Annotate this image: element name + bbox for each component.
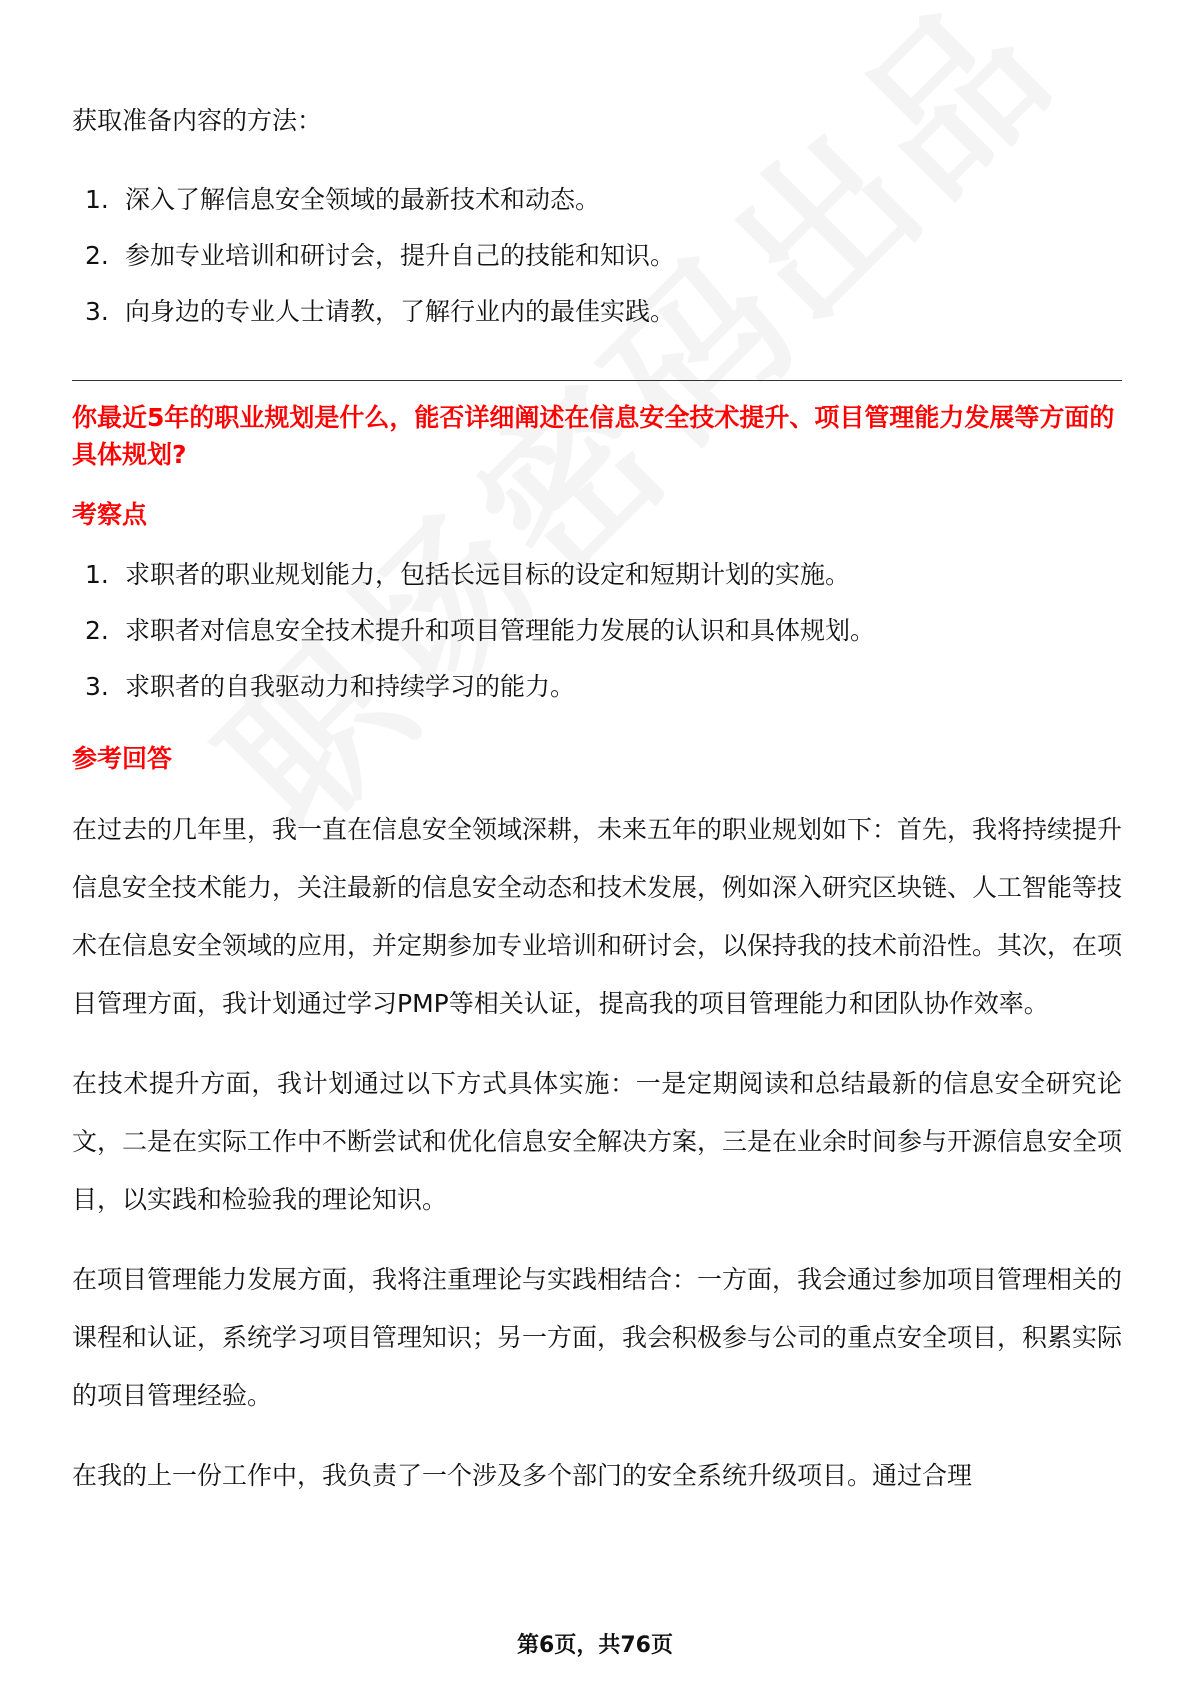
list-number: 3. — [85, 672, 109, 701]
list-number: 1. — [85, 185, 109, 214]
page-content — [72, 92, 1122, 1527]
answer-paragraph: 在过去的几年里，我一直在信息安全领域深耕，未来五年的职业规划如下：首先，我将持续提升信息安全技术能力，关注最新的信息安全动态和技术发展，例如深入研究区块链、人工智能等技术在信息安全领域的应用，并定期参加专业培训和研讨会，以保持我的技术前沿性。其次，在项目管理方面，我计划通过学习PMP等相关认证，提高我的项目管理能力和团队协作效率。 — [72, 815, 1123, 1018]
list-number: 2. — [85, 616, 109, 645]
list-text: 求职者的职业规划能力，包括长远目标的设定和短期计划的实施。 — [125, 560, 851, 589]
list-text: 向身边的专业人士请教，了解行业内的最佳实践。 — [125, 297, 676, 326]
answer-paragraph: 在项目管理能力发展方面，我将注重理论与实践相结合：一方面，我会通过参加项目管理相关的课程和认证，系统学习项目管理知识；另一方面，我会积极参与公司的重点安全项目，积累实际的项目管理经验。 — [72, 1265, 1123, 1410]
answer-heading: 参考回答 — [72, 744, 173, 773]
list-text: 求职者的自我驱动力和持续学习的能力。 — [125, 672, 576, 701]
assessment-heading: 考察点 — [72, 500, 148, 529]
assessment-list — [72, 547, 1122, 715]
list-text: 参加专业培训和研讨会，提升自己的技能和知识。 — [125, 241, 676, 270]
list-text: 求职者对信息安全技术提升和项目管理能力发展的认识和具体规划。 — [125, 616, 876, 645]
list-item — [85, 547, 1122, 603]
intro-heading: 获取准备内容的方法： — [72, 106, 323, 135]
page-number: 第6页，共76页 — [517, 1633, 673, 1658]
list-item — [85, 603, 1122, 659]
section-divider — [72, 380, 1122, 381]
list-number: 3. — [85, 297, 109, 326]
answer-paragraph: 在我的上一份工作中，我负责了一个涉及多个部门的安全系统升级项目。通过合理 — [72, 1461, 973, 1490]
methods-list — [72, 172, 1122, 340]
list-item — [85, 659, 1122, 715]
list-text: 深入了解信息安全领域的最新技术和动态。 — [125, 185, 601, 214]
list-item — [85, 228, 1122, 284]
answer-paragraph: 在技术提升方面，我计划通过以下方式具体实施：一是定期阅读和总结最新的信息安全研究论文，二是在实际工作中不断尝试和优化信息安全解决方案，三是在业余时间参与开源信息安全项目，以实践和检验我的理论知识。 — [72, 1069, 1123, 1214]
interview-question: 你最近5年的职业规划是什么，能否详细阐述在信息安全技术提升、项目管理能力发展等方面的具体规划? — [72, 403, 1115, 469]
list-number: 1. — [85, 560, 109, 589]
list-item — [85, 284, 1122, 340]
list-item — [85, 172, 1122, 228]
list-number: 2. — [85, 241, 109, 270]
